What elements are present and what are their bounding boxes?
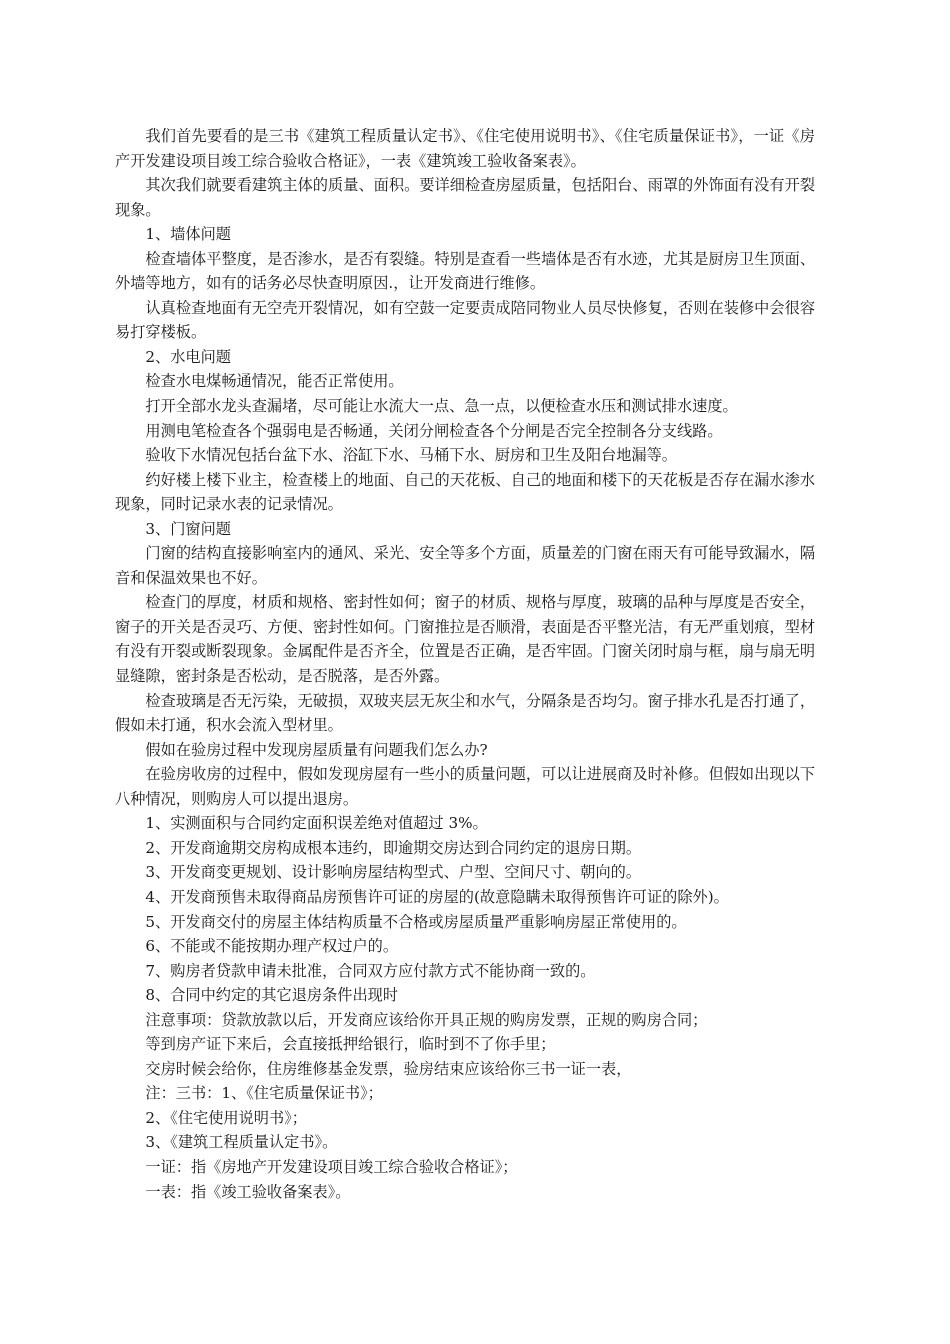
heading-wall-issues: 1、墙体问题 bbox=[145, 225, 231, 244]
heading-doors-windows: 3、门窗问题 bbox=[145, 519, 231, 538]
paragraph-drain-check: 验收下水情况包括台盆下水、浴缸下水、马桶下水、厨房和卫生及阳台地漏等。 bbox=[145, 446, 677, 465]
note-form: 一表：指《竣工验收备案表》。 bbox=[145, 1182, 351, 1201]
note-book-3: 3、《建筑工程质量认定书》。 bbox=[145, 1133, 338, 1152]
list-item-8: 8、合同中约定的其它退房条件出现时 bbox=[145, 986, 399, 1005]
paragraph-floor-check: 认真检查地面有无空壳开裂情况，如有空鼓一定要责成陪同物业人员尽快修复，否则在装修中会很容易打穿楼板。 bbox=[115, 298, 815, 342]
paragraph-faucet-check: 打开全部水龙头查漏堵，尽可能让水流大一点、急一点，以便检查水压和测试排水速度。 bbox=[145, 397, 738, 416]
document-body bbox=[115, 124, 815, 1204]
list-item-7: 7、购房者贷款申请未批准，合同双方应付款方式不能协商一致的。 bbox=[145, 961, 596, 980]
paragraph-deed-mortgage: 等到房产证下来后，会直接抵押给银行，临时到不了你手里； bbox=[145, 1035, 556, 1054]
paragraph-handover: 交房时候会给你，住房维修基金发票，验房结束应该给你三书一证一表， bbox=[145, 1059, 632, 1078]
paragraph-structure-quality: 其次我们就要看建筑主体的质量、面积。要详细检查房屋质量，包括阳台、雨罩的外饰面有没有开裂现象。 bbox=[115, 176, 815, 219]
paragraph-utilities-check: 检查水电煤畅通情况，能否正常使用。 bbox=[145, 372, 404, 391]
paragraph-question: 假如在验房过程中发现房屋质量有问题我们怎么办? bbox=[145, 740, 488, 759]
paragraph-wall-check: 检查墙体平整度，是否渗水，是否有裂缝。特别是查看一些墙体是否有水迹，尤其是厨房卫生顶面、外墙等地方，如有的话务必尽快查明原因.，让开发商进行维修。 bbox=[115, 249, 815, 293]
note-book-2: 2、《住宅使用说明书》； bbox=[145, 1108, 307, 1127]
paragraph-intro-documents: 我们首先要看的是三书《建筑工程质量认定书》、《住宅使用说明书》、《住宅质量保证书》，一证《房产开发建设项目竣工综合验收合格证》，一表《建筑竣工验收备案表》。 bbox=[115, 127, 815, 170]
list-item-2: 2、开发商逾期交房构成根本违约，即逾期交房达到合同约定的退房日期。 bbox=[145, 838, 642, 857]
list-item-5: 5、开发商交付的房屋主体结构质量不合格或房屋质量严重影响房屋正常使用的。 bbox=[145, 912, 687, 931]
list-item-1: 1、实测面积与合同约定面积误差绝对值超过 3%。 bbox=[145, 814, 488, 833]
list-item-4: 4、开发商预售未取得商品房预售许可证的房屋的(故意隐瞒未取得预售许可证的除外)。 bbox=[145, 887, 729, 906]
note-three-books: 注：三书：1、《住宅质量保证书》； bbox=[145, 1084, 383, 1103]
paragraph-return-conditions-intro: 在验房收房的过程中，假如发现房屋有一些小的质量问题，可以让进展商及时补修。但假如出现以下八种情况，则购房人可以提出退房。 bbox=[115, 765, 815, 808]
heading-water-electric: 2、水电问题 bbox=[145, 347, 231, 366]
list-item-6: 6、不能或不能按期办理产权过户的。 bbox=[145, 937, 399, 956]
paragraph-neighbor-check: 约好楼上楼下业主，检查楼上的地面、自己的天花板、自己的地面和楼下的天花板是否存在漏水渗水现象，同时记录水表的记录情况。 bbox=[115, 470, 815, 514]
paragraph-notes: 注意事项：贷款放款以后，开发商应该给你开具正规的购房发票，正规的购房合同； bbox=[145, 1010, 708, 1029]
paragraph-doors-windows-intro: 门窗的结构直接影响室内的通风、采光、安全等多个方面，质量差的门窗在雨天有可能导致漏水，隔音和保温效果也不好。 bbox=[115, 544, 815, 587]
note-certificate: 一证：指《房地产开发建设项目竣工综合验收合格证》； bbox=[145, 1157, 518, 1176]
paragraph-glass-check: 检查玻璃是否无污染，无破损，双玻夹层无灰尘和水气，分隔条是否均匀。窗子排水孔是否打通了，假如未打通，积水会流入型材里。 bbox=[115, 691, 815, 735]
paragraph-electric-check: 用测电笔检查各个强弱电是否畅通，关闭分闸检查各个分闸是否完全控制各分支线路。 bbox=[145, 421, 723, 440]
paragraph-doors-windows-check: 检查门的厚度，材质和规格、密封性如何；窗子的材质、规格与厚度，玻璃的品种与厚度是否安全，窗子的开关是否灵巧、方便、密封性如何。门窗推拉是否顺滑，表面是否平整光洁，有无严重划痕，型材有没有开裂或断裂现象。金属配件是否齐全，位置是否正确，是否牢固。门窗关闭时扇与框，扇与扇无明显缝隙，密封条是否松动，是否脱落，是否外露。 bbox=[115, 593, 815, 686]
list-item-3: 3、开发商变更规划、设计影响房屋结构型式、户型、空间尺寸、朝向的。 bbox=[145, 863, 642, 882]
